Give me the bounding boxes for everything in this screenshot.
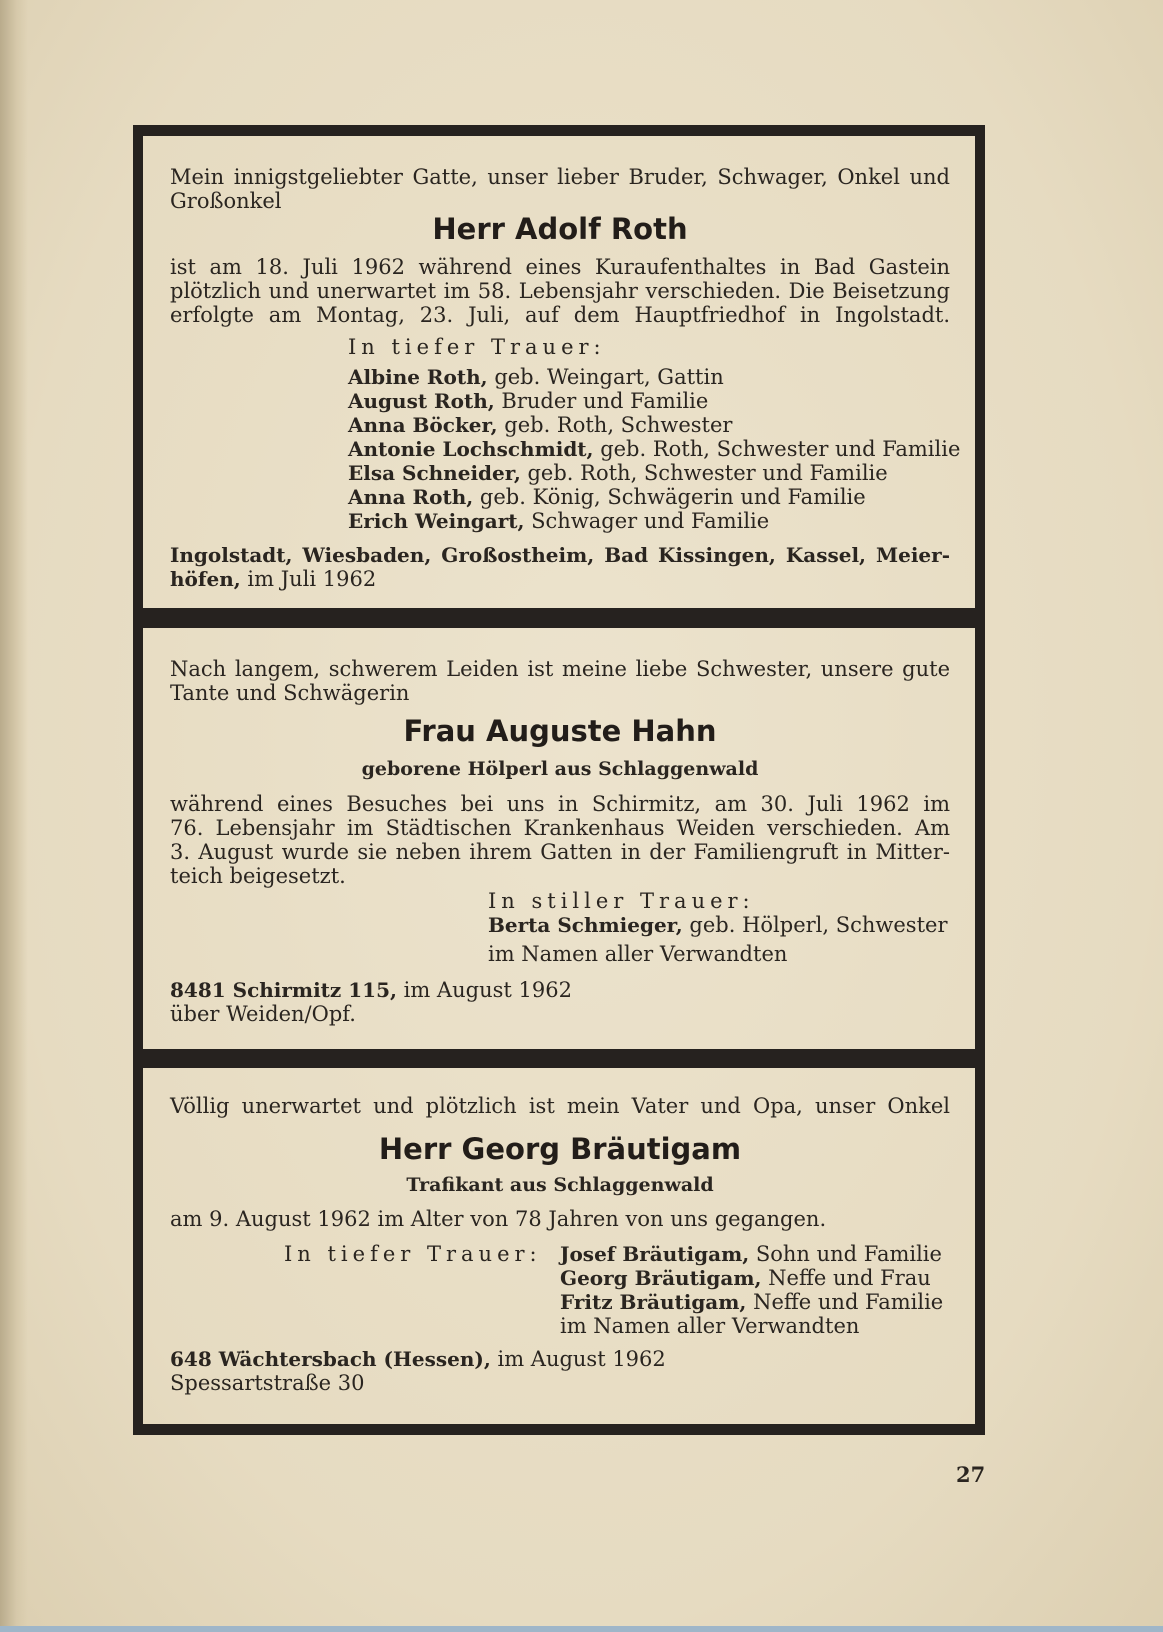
- mourner-line: [560, 1290, 950, 1314]
- deceased-name: Frau Auguste Hahn: [403, 714, 717, 748]
- border-left: [133, 617, 143, 1060]
- obituary-adolf-roth: [133, 125, 985, 619]
- intro-line: Großonkel: [170, 189, 282, 213]
- deceased-subtitle: geborene Hölperl aus Schlaggenwald: [361, 758, 759, 780]
- address-line: [170, 978, 950, 1002]
- place-date: im Juli 1962: [240, 567, 377, 591]
- place-line: [170, 567, 950, 591]
- intro-line: Völlig unerwartet und plötzlich ist mein Vater und Opa, unser Onkel: [170, 1094, 950, 1118]
- address-date: im August 1962: [490, 1347, 666, 1371]
- relatives-line: im Namen aller Verwandten: [488, 942, 788, 966]
- deceased-name: Herr Georg Bräutigam: [378, 1132, 742, 1166]
- intro-line: Tante und Schwägerin: [170, 681, 410, 705]
- place-line: Ingolstadt, Wiesbaden, Großostheim, Bad Kissingen, Kassel, Meier-: [170, 543, 950, 567]
- mourner-line: [348, 437, 961, 461]
- mourner-line: [348, 389, 950, 413]
- mourner-name: Erich Weingart,: [348, 509, 525, 533]
- mourner-relation: geb. Roth, Schwester: [497, 413, 733, 437]
- mourner-relation: Sohn und Familie: [749, 1242, 942, 1266]
- address-line: [170, 1347, 950, 1371]
- deceased-subtitle: Trafikant aus Schlaggenwald: [406, 1174, 714, 1196]
- border-left: [133, 125, 143, 619]
- mourner-relation: Bruder und Familie: [494, 389, 709, 413]
- mourner-name: Albine Roth,: [348, 365, 488, 389]
- mourner-name: Elsa Schneider,: [348, 461, 521, 485]
- border-right: [975, 125, 985, 619]
- mourning-label: In stiller Trauer:: [488, 889, 755, 913]
- mourner-line: [348, 365, 950, 389]
- border-right: [975, 617, 985, 1060]
- mourner-line: [560, 1314, 950, 1338]
- mourner-name: Georg Bräutigam,: [560, 1266, 762, 1290]
- mourner-name: Fritz Bräutigam,: [560, 1290, 747, 1314]
- mourner-name: August Roth,: [348, 389, 495, 413]
- address-line: Spessartstraße 30: [170, 1371, 365, 1395]
- mourner-relation: geb. Weingart, Gattin: [487, 365, 724, 389]
- mourner-name: Antonie Lochschmidt,: [348, 437, 594, 461]
- obituary-georg-braeutigam: [133, 1057, 985, 1435]
- body-line: teich beigesetzt.: [170, 864, 346, 888]
- mourning-label: In tiefer Trauer:: [284, 1242, 542, 1266]
- address-bold: 648 Wächtersbach (Hessen),: [170, 1347, 491, 1371]
- mourner-line: [348, 413, 950, 437]
- mourner-relation: Schwager und Familie: [524, 509, 770, 533]
- address-line: über Weiden/Opf.: [170, 1002, 356, 1026]
- intro-line: Mein innigstgeliebter Gatte, unser lieber Bruder, Schwager, Onkel und: [170, 165, 950, 189]
- mourner-line: [560, 1242, 950, 1266]
- deceased-name: Herr Adolf Roth: [432, 212, 688, 246]
- border-left: [133, 1057, 143, 1435]
- body-line: 3. August wurde sie neben ihrem Gatten in der Familiengruft in Mitter-: [170, 840, 950, 864]
- mourner-relation: geb. Roth, Schwester und Familie: [593, 437, 961, 461]
- place-bold: höfen,: [170, 567, 241, 591]
- body-line: ist am 18. Juli 1962 während eines Kuraufenthaltes in Bad Gastein: [170, 255, 950, 279]
- body-line: erfolgte am Montag, 23. Juli, auf dem Hauptfriedhof in Ingolstadt.: [170, 303, 950, 327]
- page-number: 27: [956, 1462, 986, 1487]
- address-bold: 8481 Schirmitz 115,: [170, 978, 397, 1002]
- mourner-line: [560, 1266, 950, 1290]
- border-right: [975, 1057, 985, 1435]
- mourner-relation: geb. König, Schwägerin und Familie: [473, 485, 866, 509]
- page-edge-shadow: [0, 0, 28, 1632]
- mourner-name: Anna Roth,: [348, 485, 474, 509]
- mourner-relation: Neffe und Familie: [746, 1290, 944, 1314]
- mourner-line: [348, 485, 950, 509]
- mourner-name: Josef Bräutigam,: [560, 1242, 750, 1266]
- mourner-relation: Neffe und Frau: [761, 1266, 931, 1290]
- mourner-line: [348, 509, 950, 533]
- mourner-relation: geb. Hölperl, Schwester: [682, 913, 948, 937]
- mourner-name: Anna Böcker,: [348, 413, 498, 437]
- body-line: plötzlich und unerwartet im 58. Lebensjahr verschieden. Die Beisetzung: [170, 279, 950, 303]
- mourner-relation: geb. Roth, Schwester und Familie: [520, 461, 888, 485]
- intro-line: Nach langem, schwerem Leiden ist meine liebe Schwester, unsere gute: [170, 657, 950, 681]
- body-line: am 9. August 1962 im Alter von 78 Jahren von uns gegangen.: [170, 1207, 827, 1231]
- page-bottom-edge: [0, 1626, 1163, 1632]
- address-date: im August 1962: [396, 978, 572, 1002]
- body-line: 76. Lebensjahr im Städtischen Krankenhaus Weiden verschieden. Am: [170, 816, 950, 840]
- mourner-line: [348, 461, 950, 485]
- relatives-line: im Namen aller Verwandten: [560, 1314, 860, 1338]
- mourner-line: [488, 913, 950, 937]
- body-line: während eines Besuches bei uns in Schirmitz, am 30. Juli 1962 im: [170, 792, 950, 816]
- mourner-name: Berta Schmieger,: [488, 913, 683, 937]
- obituary-auguste-hahn: [133, 617, 985, 1060]
- mourning-label: In tiefer Trauer:: [348, 335, 606, 359]
